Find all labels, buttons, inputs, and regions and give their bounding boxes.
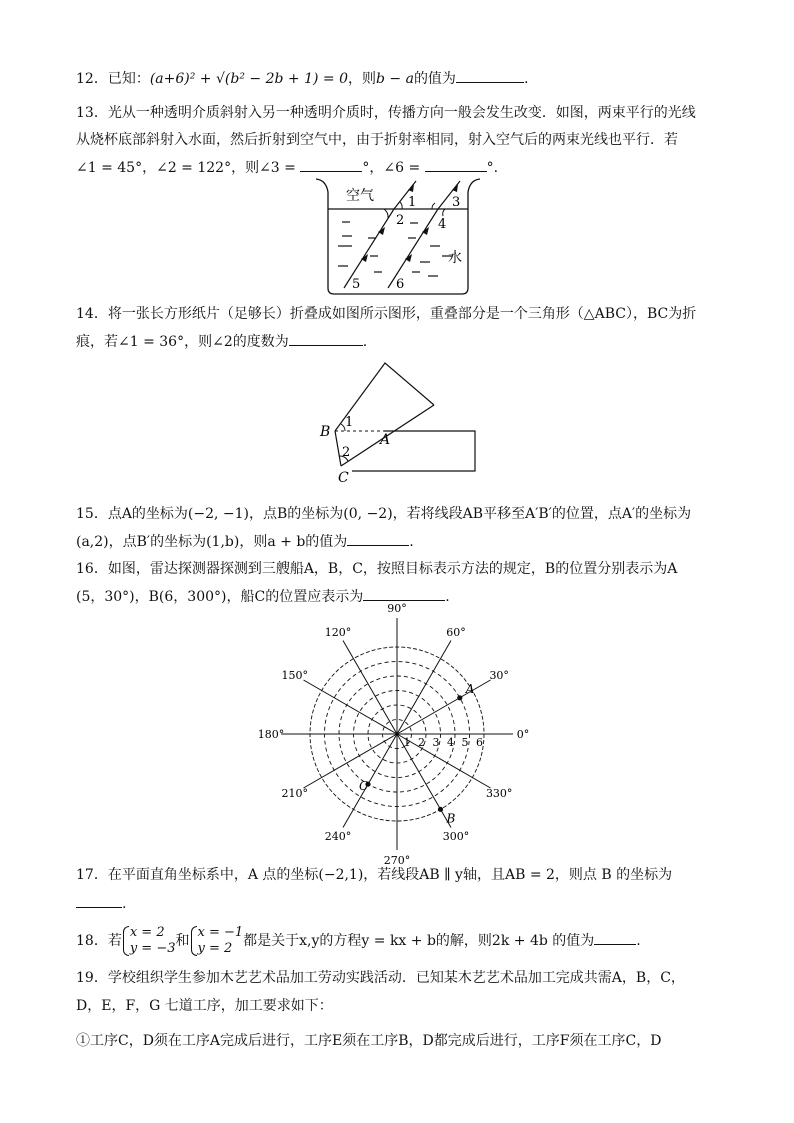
folded-paper-figure — [312, 358, 482, 486]
angle-label: 150° — [281, 669, 309, 682]
angle-label: 330° — [485, 787, 513, 800]
ring-number-label: 5 — [461, 736, 469, 749]
angle-label-1: 1 — [345, 415, 354, 430]
q12-answer-blank[interactable] — [456, 68, 524, 83]
q14-answer-blank[interactable] — [289, 331, 363, 346]
angle-arc — [384, 209, 388, 218]
q15-answer-blank[interactable] — [347, 531, 409, 546]
angle-label-3: 3 — [452, 195, 461, 210]
q12-middle: ，则 — [347, 71, 376, 87]
radar-ray — [343, 734, 397, 828]
q18-end: . — [636, 933, 641, 949]
q19-line2: D，E，F，G 七道工序，加工要求如下： — [76, 998, 333, 1014]
ship-point-B — [438, 807, 443, 812]
q14-line2-end: . — [362, 334, 368, 350]
question-18 — [76, 925, 641, 957]
q14-line1: 14．将一张长方形纸片（足够长）折叠成如图所示图形，重叠部分是一个三角形（△ABC），BC为折 — [76, 306, 697, 322]
q13-line3 — [76, 157, 498, 178]
air-label: 空气 — [346, 188, 374, 204]
q12-suffix: 的值为 — [413, 71, 456, 87]
angle-label-2: 2 — [342, 445, 351, 460]
radar-figure — [257, 602, 532, 867]
q16-line1: 16．如图，雷达探测器探测到三艘船A，B，C，按照目标表示方法的规定，B的位置分别表示为A — [76, 561, 678, 577]
angle-label-2: 2 — [396, 213, 405, 228]
q13-line2: 从烧杯底部斜射入水面，然后折射到空气中，由于折射率相同，射入空气后的两束光线也平行．若 — [76, 132, 678, 148]
q15-line2-end: . — [409, 534, 414, 550]
q12-expression: (a+6)² + √(b² − 2b + 1) = 0 — [149, 71, 348, 87]
q18-system-2 — [190, 925, 244, 957]
q12-target: b − a — [375, 71, 414, 87]
q14-line2 — [76, 331, 367, 352]
q13-answer-blank-1[interactable] — [300, 157, 362, 172]
q16-line2-end: . — [445, 589, 450, 605]
q18-sys1-eq2: y = −3 — [129, 941, 176, 956]
radar-ray — [397, 680, 491, 734]
crease-BC — [335, 431, 341, 466]
radar-ray — [304, 680, 398, 734]
ring-number-label: 3 — [432, 736, 440, 749]
q15-line1: 15．点A的坐标为(−2, −1)，点B的坐标为(0, −2)，若将线段AB平移至A′B′的位置，点A′的坐标为 — [76, 506, 692, 522]
angle-label: 270° — [383, 854, 411, 867]
angle-arc — [432, 203, 435, 209]
ring-number-label: 1 — [403, 736, 411, 749]
q14-line2-prefix: 痕，若∠1 = 36°，则∠2的度数为 — [76, 334, 289, 350]
water-dashes — [338, 222, 452, 276]
q13-line1: 13．光从一种透明介质斜射入另一种透明介质时，传播方向一般会发生改变．如图，两束平行的光线 — [76, 105, 696, 121]
q18-sys2-eq2: y = 2 — [197, 941, 233, 956]
angle-label: 30° — [489, 669, 509, 682]
q13-end: °. — [486, 160, 499, 176]
angle-label: 210° — [281, 787, 309, 800]
q17-line2 — [76, 893, 126, 914]
q18-answer-blank[interactable] — [594, 930, 636, 945]
ring-number-label: 4 — [447, 736, 454, 749]
angle-label-1: 1 — [408, 195, 417, 210]
angle-label: 300° — [442, 830, 470, 844]
angle-label: 60° — [446, 625, 466, 639]
angle-label: 90° — [387, 602, 407, 615]
ship-point-A — [457, 695, 462, 700]
water-label: 水 — [448, 250, 462, 266]
ring-number-label: 6 — [476, 736, 483, 749]
ring-number-label: 2 — [418, 736, 425, 749]
q16-answer-blank[interactable] — [363, 586, 445, 601]
point-label-A: A — [380, 432, 391, 448]
q19-line3: ①工序C，D须在工序A完成后进行，工序E须在工序B，D都完成后进行，工序F须在工序C，D — [76, 1033, 662, 1049]
rectangle-strip — [352, 431, 475, 471]
radar-ray — [304, 734, 398, 788]
angle-label-5: 5 — [352, 277, 361, 292]
q13-angles: ∠1 = 45°，∠2 = 122°，则∠3 = — [76, 160, 296, 176]
q13-mid: °，∠6 = — [362, 160, 421, 176]
q12-prefix: 12．已知： — [76, 71, 150, 87]
q15-line2-prefix: (a,2)，点B′的坐标为(1,b)，则a + b的值为 — [76, 534, 348, 550]
beaker-figure — [312, 176, 482, 298]
q18-system-1 — [122, 925, 176, 957]
q18-mid: 都是关于x,y的方程y = kx + b的解，则2k + 4b 的值为 — [243, 933, 595, 949]
angle-arc — [443, 209, 445, 216]
ship-label-A: A — [465, 681, 475, 696]
point-label-B: B — [320, 424, 331, 440]
q18-sys1-eq1: x = 2 — [129, 925, 165, 940]
question-12: 12．已知：(a+6)² + √(b² − 2b + 1) = 0，则b − a的值为 . — [76, 68, 528, 89]
angle-label: 240° — [324, 830, 352, 844]
angle-label: 180° — [257, 728, 285, 741]
q15-line2 — [76, 531, 414, 552]
radar-ray — [397, 641, 451, 735]
angle-label: 0° — [516, 728, 530, 741]
q17-answer-blank[interactable] — [76, 893, 122, 908]
q18-sys2-eq1: x = −1 — [197, 925, 244, 940]
q16-line2-prefix: (5，30°)，B(6，300°)，船C的位置应表示为 — [76, 589, 364, 605]
ship-label-B: B — [446, 811, 456, 826]
q18-prefix: 18．若 — [76, 933, 122, 949]
angle-arc — [400, 202, 402, 209]
angle-label-4: 4 — [438, 217, 447, 232]
q17-line2-end: . — [122, 896, 127, 912]
angle-label: 120° — [324, 625, 352, 639]
radar-ray — [343, 641, 397, 735]
point-label-C: C — [338, 470, 349, 486]
q19-line1: 19．学校组织学生参加木艺艺术品加工劳动实践活动．已知某木艺艺术品加工完成共需A，B，C， — [76, 970, 685, 986]
ship-label-C: C — [359, 779, 369, 794]
q17-line1: 17．在平面直角坐标系中，A 点的坐标(−2,1)，若线段AB ∥ y轴，且AB = 2，则点 B 的坐标为 — [76, 867, 673, 883]
q18-and: 和 — [175, 933, 190, 949]
q13-answer-blank-2[interactable] — [425, 157, 487, 172]
angle-label-6: 6 — [396, 277, 405, 292]
